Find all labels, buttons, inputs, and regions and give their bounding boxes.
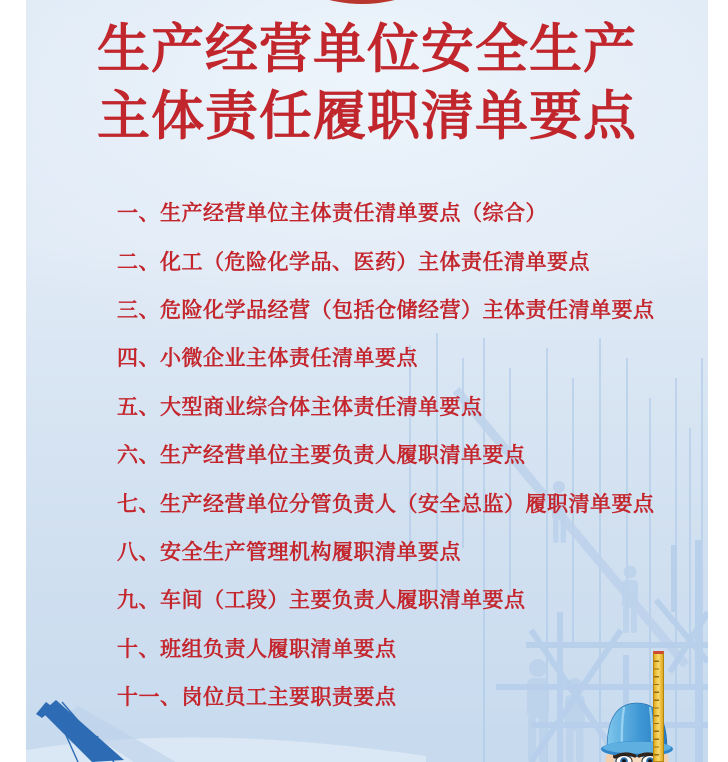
list-item: 五、大型商业综合体主体责任清单要点 bbox=[117, 395, 483, 419]
measuring-ruler-icon bbox=[653, 651, 664, 762]
list-item: 七、生产经营单位分管负责人（安全总监）履职清单要点 bbox=[117, 492, 655, 516]
title-line-2: 主体责任履职清单要点 bbox=[97, 87, 637, 146]
list-item: 一、生产经营单位主体责任清单要点（综合） bbox=[117, 202, 547, 226]
list-item: 三、危险化学品经营（包括仓储经营）主体责任清单要点 bbox=[117, 298, 655, 322]
list-item: 四、小微企业主体责任清单要点 bbox=[117, 347, 418, 371]
list-item: 十一、岗位员工主要职责要点 bbox=[117, 686, 397, 710]
list-item: 八、安全生产管理机构履职清单要点 bbox=[117, 540, 461, 564]
list-item: 六、生产经营单位主要负责人履职清单要点 bbox=[117, 444, 526, 468]
safety-poster bbox=[26, 0, 708, 762]
list-item: 十、班组负责人履职清单要点 bbox=[117, 637, 397, 661]
poster-title bbox=[26, 16, 708, 150]
checklist-toc bbox=[117, 188, 655, 720]
list-item: 二、化工（危险化学品、医药）主体责任清单要点 bbox=[117, 250, 590, 274]
title-line-1: 生产经营单位安全生产 bbox=[97, 20, 637, 79]
list-item: 九、车间（工段）主要负责人履职清单要点 bbox=[117, 589, 526, 613]
